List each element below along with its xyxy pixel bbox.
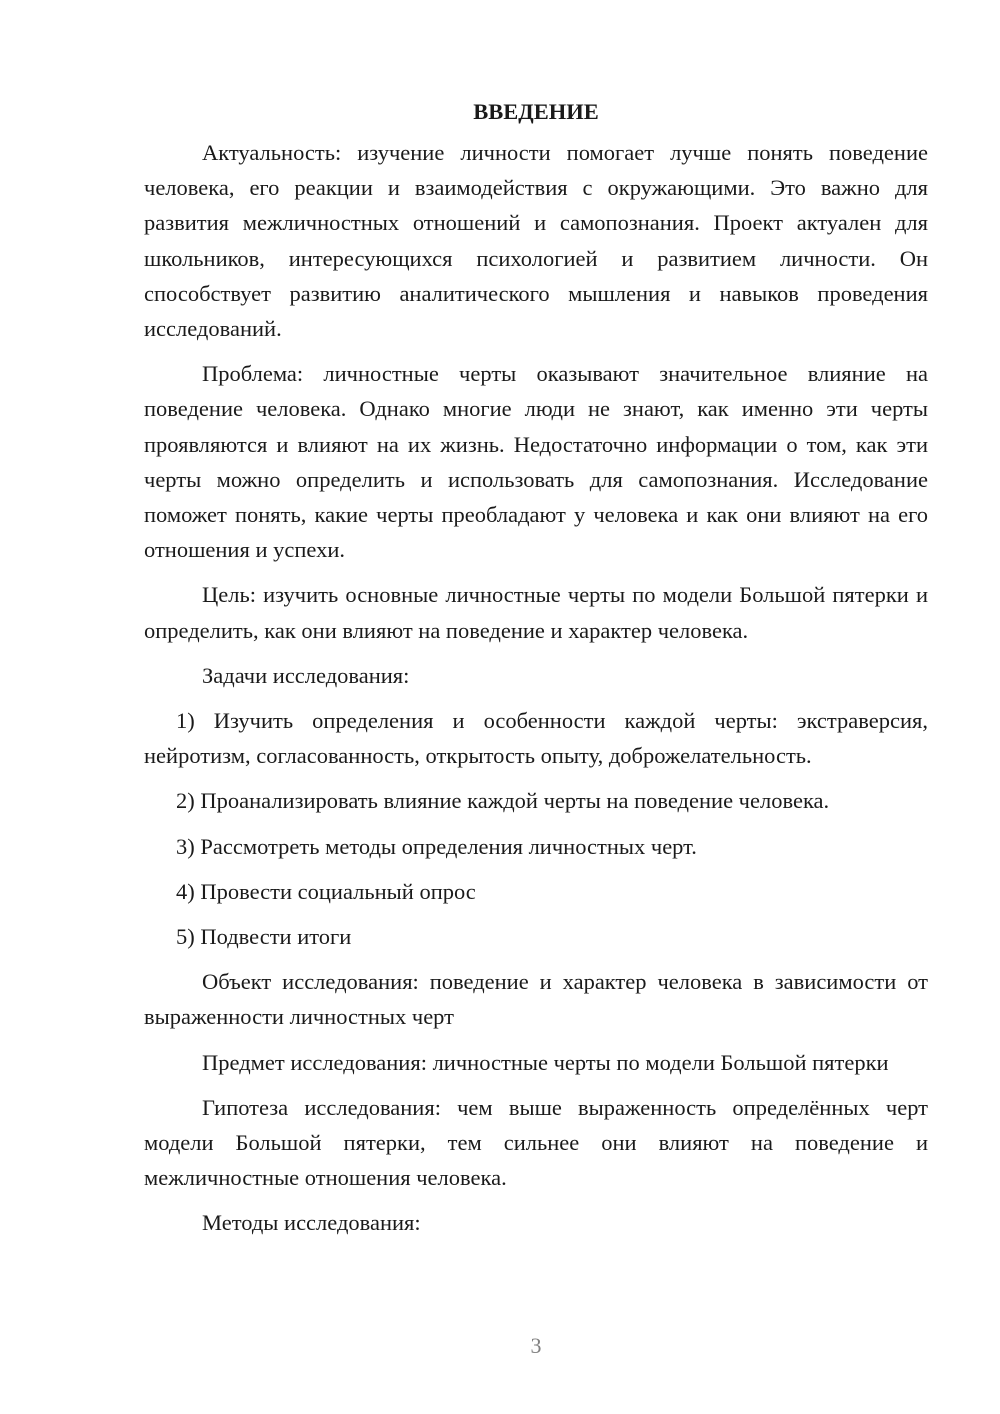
page-number: 3 xyxy=(530,1333,542,1358)
task-item-2: 2) Проанализировать влияние каждой черты на поведение человека. xyxy=(176,788,830,814)
task-item-1: 1) Изучить определения и особенности каждой черты: экстраверсия, нейротизм, согласованность, открытость опыту, доброжелательность. xyxy=(144,708,928,769)
paragraph-object: Объект исследования: поведение и характер человека в зависимости от выраженности личностных черт xyxy=(144,969,928,1030)
section-heading: ВВЕДЕНИЕ xyxy=(473,99,599,124)
paragraph-hypothesis: Гипотеза исследования: чем выше выраженность определённых черт модели Большой пятерки, тем сильнее они влияют на поведение и межличностные отношения человека. xyxy=(144,1094,928,1191)
paragraph-problem: Проблема: личностные черты оказывают значительное влияние на поведение человека. Однако многие люди не знают, как именно эти черты проявляются и влияют на их жизнь. Недостаточно информации о том, как эти черты можно определить и использовать для самопознания. Исследование поможет понять, какие черты преобладают у человека и как они влияют на его отношения и успехи. xyxy=(144,361,928,563)
paragraph-subject: Предмет исследования: личностные черты по модели Большой пятерки xyxy=(202,1049,889,1075)
paragraph-methods-title: Методы исследования: xyxy=(202,1210,421,1236)
paragraph-relevance: Актуальность: изучение личности помогает лучше понять поведение человека, его реакции и взаимодействия с окружающими. Это важно для развития межличностных отношений и самопознания. Проект актуален для школьников, интересующихся психологией и развитием личности. Он способствует развитию аналитического мышления и навыков проведения исследований. xyxy=(144,140,928,342)
paragraph-goal: Цель: изучить основные личностные черты по модели Большой пятерки и определить, как они влияют на поведение и характер человека. xyxy=(144,582,928,643)
task-item-4: 4) Провести социальный опрос xyxy=(176,878,476,904)
task-item-5: 5) Подвести итоги xyxy=(176,924,352,950)
page-content xyxy=(144,94,928,1251)
paragraph-tasks-title: Задачи исследования: xyxy=(202,662,410,688)
task-item-3: 3) Рассмотреть методы определения личностных черт. xyxy=(176,833,697,859)
